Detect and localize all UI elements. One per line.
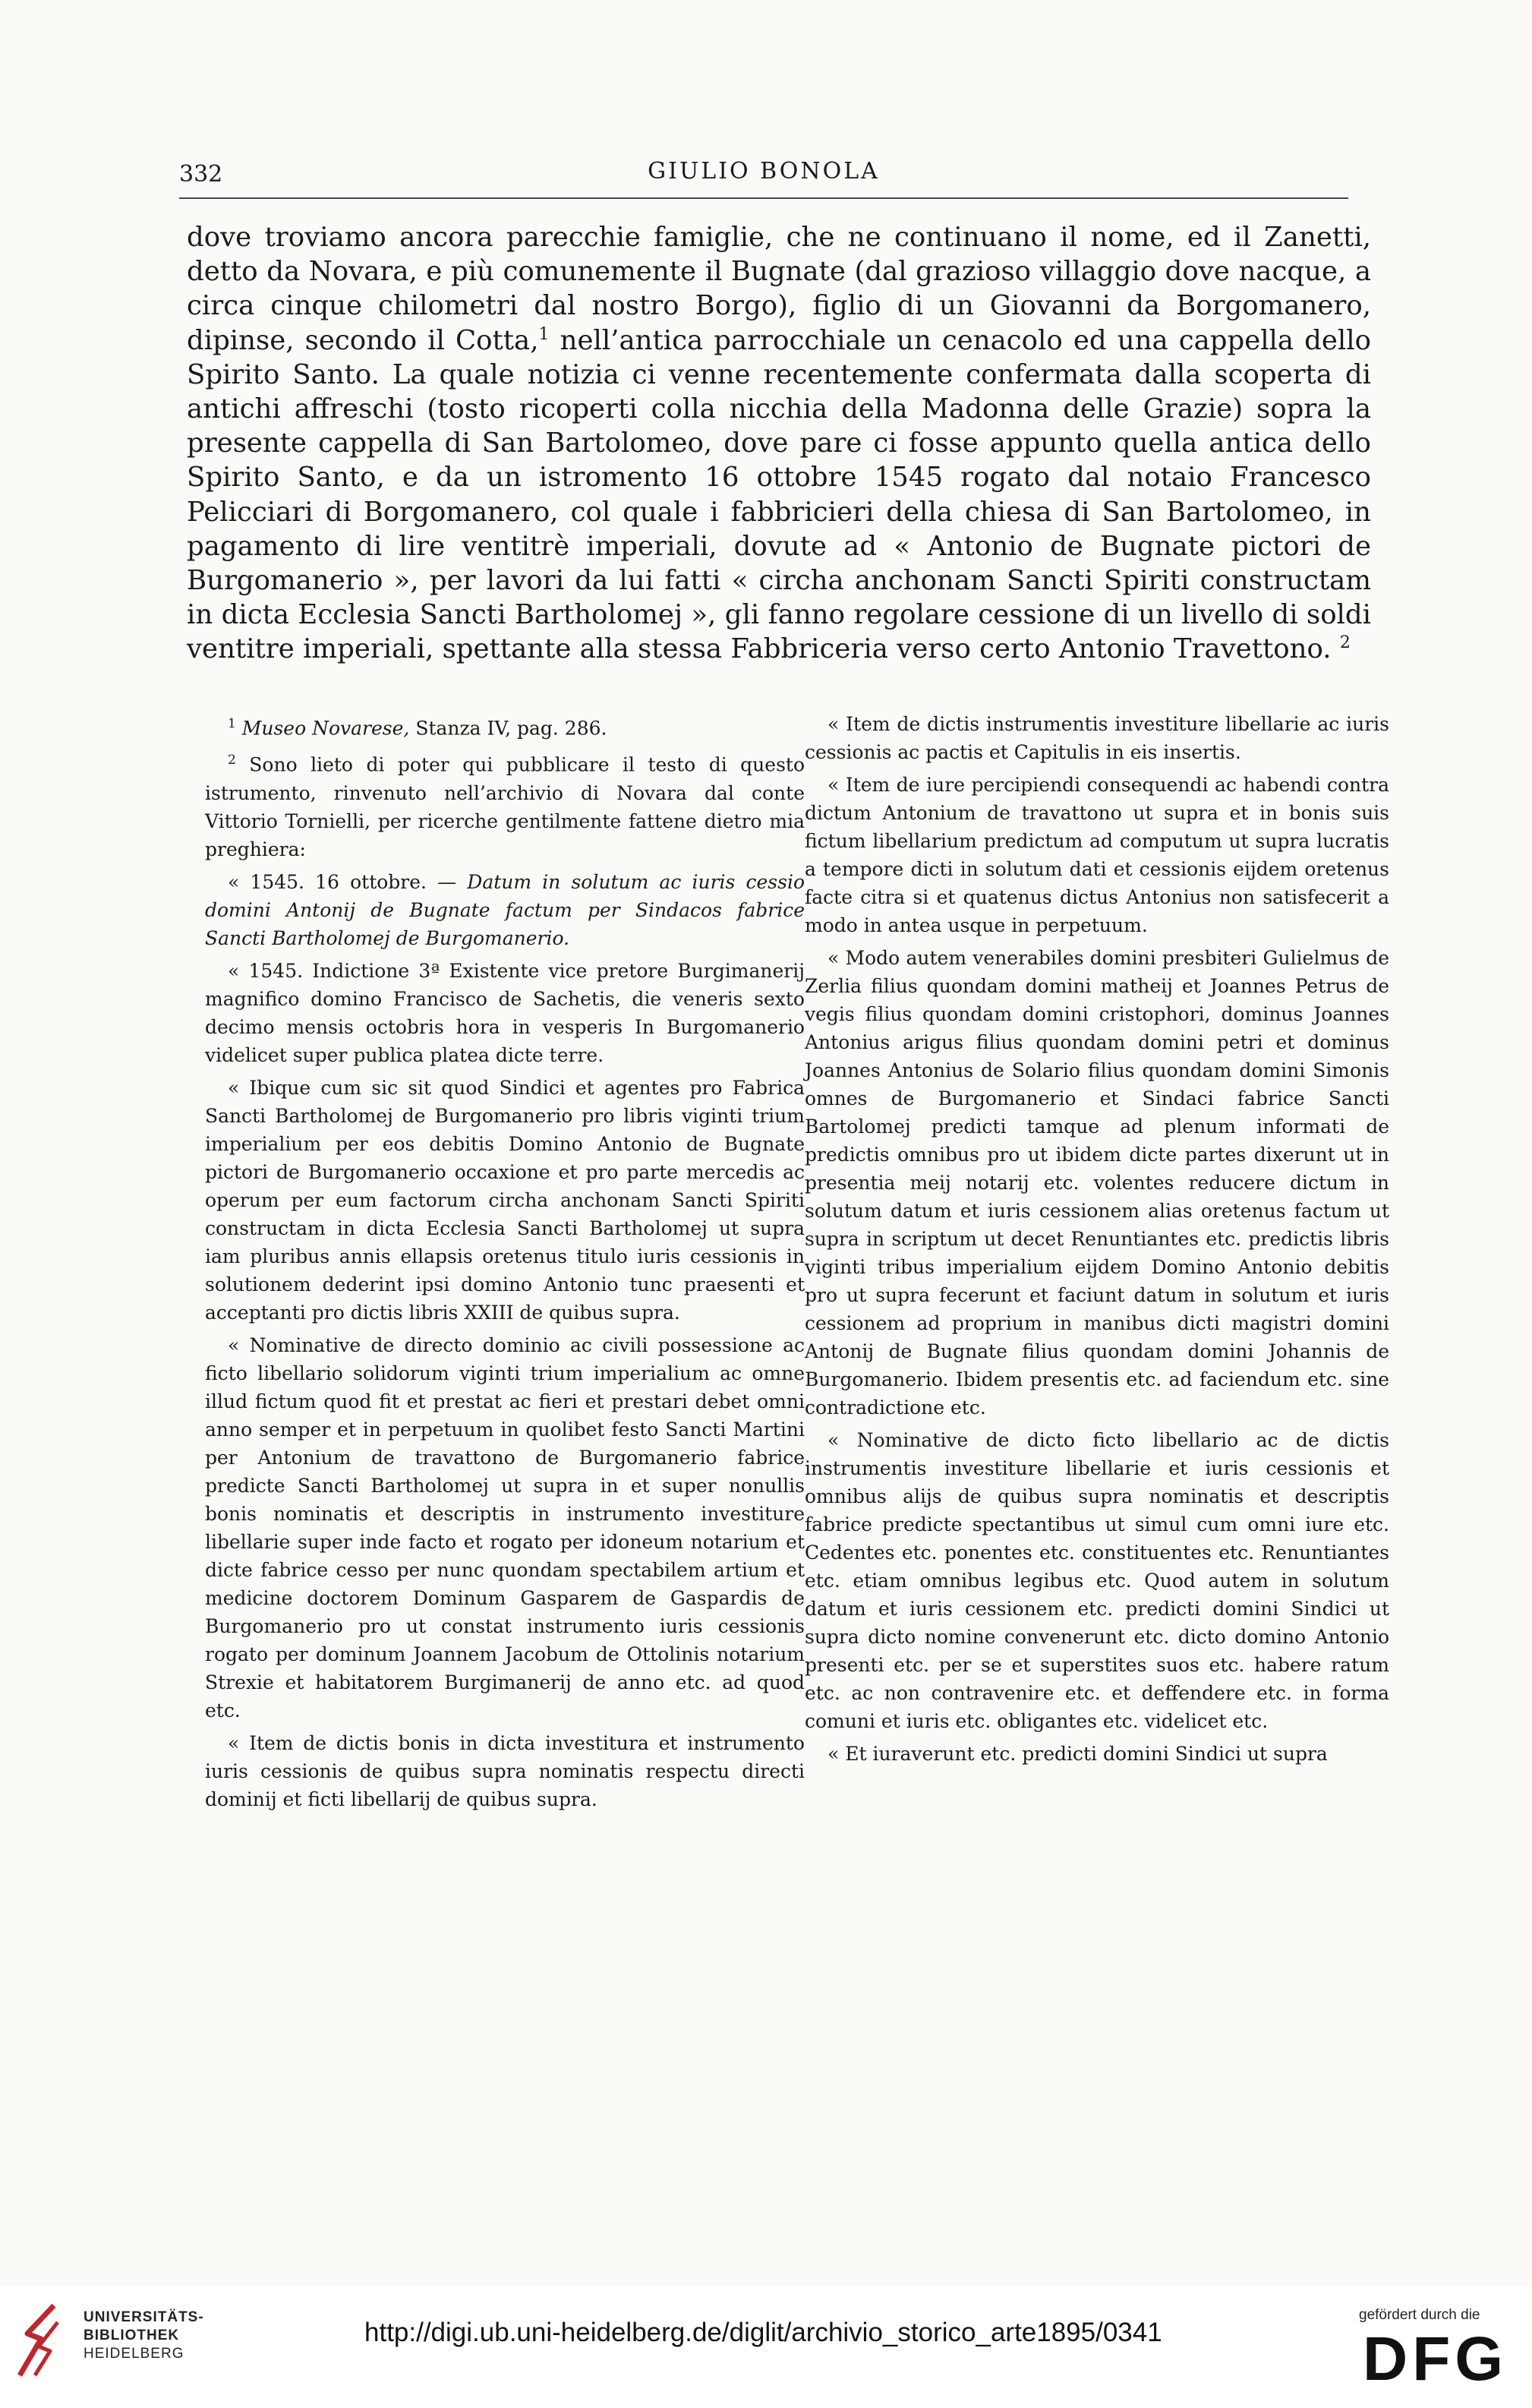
footnotes-left-column bbox=[205, 710, 805, 1818]
document-paragraph: « Modo autem venerabiles domini presbiteri Gulielmus de Zerlia filius quondam domini matheij et Joannes Petrus de vegis filius quondam domini cristophori, dominus Joannes Antonius arigus filius quondam domini petri et dominus Joannes Antonius de Solario filius quondam domini Simonis omnes de Burgomanerio et Sindaci fabrice Sancti Bartolomej predicti tamque ad plenum informati de predictis omnibus pro ut ibidem dicte partes dixerunt ut in presentia meij notarij etc. volentes reducere dictum in solutum datum et iuris cessionem alias oretenus factum ut supra in scriptum ut decet Renuntiantes etc. predictis libris viginti tribus imperialium eijdem Domino Antonio debitis pro ut supra fecerunt et faciunt datum in solutum et iuris cessionem ad proprium in manibus dicti magistri domini Antonij de Bugnate filius quondam domini Johannis de Burgomanerio. Ibidem presentis etc. ad faciendum etc. sine contradictione etc. bbox=[805, 947, 1389, 1419]
document-paragraph: « Item de iure percipiendi consequendi ac habendi contra dictum Antonium de travattono ut supra et in bonis suis fictum libellarium predictum ad computum ut supra lucratis a tempore dicti in solutum dati et cessionis eijdem oretenus facte citra si et quatenus dictus Antonius non satisfecerit a modo in antea usque in perpetuum. bbox=[805, 774, 1389, 936]
footnote-ref-1: 1 bbox=[538, 324, 550, 344]
document-paragraph: « Ibique cum sic sit quod Sindici et agentes pro Fabrica Sancti Bartholomej de Burgomanerio pro libris viginti trium imperialium per eos debitis Domino Antonio de Bugnate pictori de Burgomanerio occaxione et pro parte mercedis ac operum per eum factorum circha anchonam Sancti Spiriti constructam in dicta Ecclesia Sancti Bartholomej ut supra iam pluribus annis ellapsis oretenus titulo iuris cessionis in solutionem dederint ipsi domino Antonio tunc praesenti et acceptanti pro dictis libris XXIII de quibus supra. bbox=[205, 1076, 805, 1324]
header-rule bbox=[179, 197, 1348, 199]
document-paragraph: « Item de dictis instrumentis investiture libellarie ac iuris cessionis ac pactis et Capitulis in eis insertis. bbox=[805, 713, 1389, 763]
university-logo-icon bbox=[12, 2299, 73, 2383]
document-paragraph: « Nominative de directo dominio ac civili possessione ac ficto libellario solidorum viginti trium imperialium ac omne illud fictum quod fit et prestat ac fieri et prestari debet omni anno semper et in perpetuum in quolibet festo Sancti Martini per Antonium de travattono de Burgomanerio fabrice predicte Sancti Bartholomej ut supra in et super nonullis bonis nominatis et descriptis in instrumento investiture libellarie super inde facto et rogato per idoneum notarium et dicte fabrice cesso per nunc quondam spectabilem artium et medicine doctorem Dominum Gasparem de Gaspardis de Burgomanerio pro ut constat instrumento iuris cessionis rogato per dominum Joannem Jacobum de Ottolinis notarium Strexie et habitatorem Burgimanerij de anno etc. ad quod etc. bbox=[205, 1333, 805, 1722]
university-library-name: UNIVERSITÄTS- BIBLIOTHEK HEIDELBERG bbox=[84, 2309, 204, 2362]
footnote-2: $^2$ Sono lieto di poter qui pubblicare il testo di questo istrumento, rinvenuto nell’archivio di Novara dal conte Vittorio Tornielli, per ricerche gentilmente fattene dietro mia preghiera: bbox=[205, 753, 805, 860]
document-paragraph: « Et iuraverunt etc. predicti domini Sindici ut supra bbox=[827, 1743, 1328, 1765]
document-paragraph: « Item de dictis bonis in dicta investitura et instrumento iuris cessionis de quibus supra nominatis respectu directi dominij et ficti libellarij de quibus supra. bbox=[205, 1731, 805, 1810]
page-header bbox=[179, 152, 1348, 197]
document-heading: « 1545. 16 ottobre. — Datum in solutum ac iuris cessio domini Antonij de Bugnate factum per Sindacos fabrice Sancti Bartholomej de Burgomanerio. bbox=[205, 870, 805, 949]
main-text bbox=[187, 220, 1371, 667]
footnotes-right-column bbox=[805, 710, 1389, 1772]
running-title: GIULIO BONOLA bbox=[648, 158, 880, 185]
footnote-ref-2: 2 bbox=[1339, 633, 1351, 653]
footnote-1: $^1$ Museo Novarese, Stanza IV, pag. 286. bbox=[228, 716, 607, 740]
main-paragraph: dove troviamo ancora parecchie famiglie, che ne continuano il nome, ed il Zanetti, detto da Novara, e più comunemente il Bugnate (dal grazioso villaggio dove nacque, a circa cinque chilometri dal nostro Borgo), figlio di un Giovanni da Borgomanero, dipinse, secondo il Cotta,$^1$ nell’antica parrocchiale un cenacolo ed una cappella dello Spirito Santo. La quale notizia ci venne recentemente confermata dalla scoperta di antichi affreschi (tosto ricoperti colla nicchia della Madonna delle Grazie) sopra la presente cappella di San Bartolomeo, dove pare ci fosse appunto quella antica dello Spirito Santo, e da un istromento 16 ottobre 1545 rogato dal notaio Francesco Pelicciari di Borgomanero, col quale i fabbricieri della chiesa di San Bartolomeo, in pagamento di lire ventitrè imperiali, dovute ad « Antonio de Bugnate pictori de Burgomanerio », per lavori da lui fatti « circha anchonam Sancti Spiriti constructam in dicta Ecclesia Sancti Bartholomej », gli fanno regolare cessione di un livello di soldi ventitre imperiali, spettante alla stessa Fabbriceria verso certo Antonio Travettono. $^2$ bbox=[187, 222, 1371, 665]
page-number: 332 bbox=[179, 161, 223, 188]
dfg-logo: DFG bbox=[1363, 2324, 1508, 2394]
document-paragraph: « 1545. Indictione 3ª Existente vice pretore Burgimanerij magnifico domino Francisco de Sachetis, die veneris sexto decimo mensis octobris hora in vesperis In Burgomanerio videlicet super publica platea dicte terre. bbox=[205, 959, 805, 1066]
sponsor-text: gefördert durch die bbox=[1359, 2307, 1480, 2323]
source-url-link[interactable]: http://digi.ub.uni-heidelberg.de/diglit/archivio_storico_arte1895/0341 bbox=[364, 2318, 1162, 2347]
document-paragraph: « Nominative de dicto ficto libellario ac de dictis instrumentis investiture libellarie et iuris cessionis et omnibus alijs de quibus supra nominatis et descriptis fabrice predicte spectantibus ut simul cum omni iure etc. Cedentes etc. ponentes etc. constituentes etc. Renuntiantes etc. etiam omnibus legibus etc. Quod autem in solutum datum et iuris cessionem etc. predicti domini Sindici ut supra dicto nomine convenerunt etc. dicto domino Antonio presenti etc. per se et superstites suos etc. habere ratum etc. ac non contravenire etc. et deffendere etc. in forma comuni et iuris etc. obligantes etc. videlicet etc. bbox=[805, 1429, 1389, 1732]
